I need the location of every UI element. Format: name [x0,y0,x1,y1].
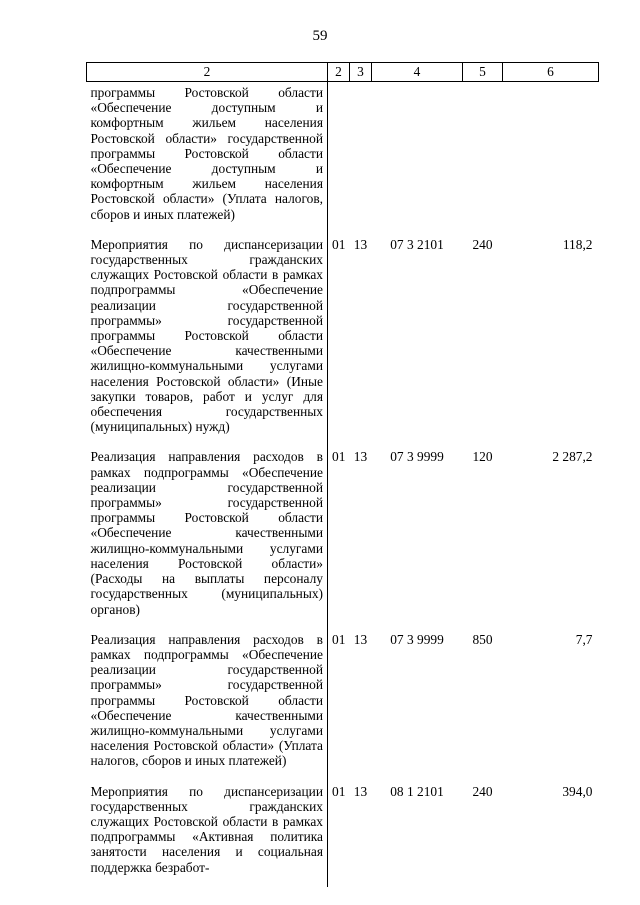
header-col-section: 2 [328,63,350,82]
row-target: 08 1 2101 [390,783,444,799]
row-name: Мероприятия по диспансеризации государственных гражданских служащих Ростовской области в рамках подпрограммы «Обеспечение реализации государственной программы» государственной программы Ростовской области «Обеспечение качественными жилищно-коммунальными услугами населения Ростовской области» (Иные закупки товаров, работ и услуг для обеспечения государственных (муниципальных) нужд) [90,236,323,435]
header-col-subsection: 3 [350,63,372,82]
table-row [87,781,599,887]
row-expense-type [463,82,503,234]
header-col-amount: 6 [503,63,599,82]
row-expense-type: 240 [472,783,493,799]
header-col-expense-type: 5 [463,63,503,82]
header-col-target: 4 [372,63,463,82]
row-amount: 118,2 [562,236,593,252]
row-name: Реализация направления расходов в рамках подпрограммы «Обеспечение реализации государственной программы» государственной программы Ростовской области «Обеспечение качественными жилищно-коммунальными услугами населения Ростовской области» (Расходы на выплаты персоналу государственных (муниципальных) органов) [90,449,323,617]
row-subsection: 13 [353,236,368,252]
row-expense-type: 240 [472,236,493,252]
row-section [328,82,350,234]
row-expense-type: 850 [472,631,493,647]
budget-table [86,62,599,887]
row-subsection [350,82,372,234]
table-row [87,446,599,628]
row-name: Реализация направления расходов в рамках подпрограммы «Обеспечение реализации государственной программы» государственной программы Ростовской области «Обеспечение качественными жилищно-коммунальными услугами населения Ростовской области» (Уплата налогов, сборов и иных платежей) [90,631,323,769]
row-target [372,82,463,234]
row-name: программы Ростовской области «Обеспечение доступным и комфортным жильем населения Ростовской области» государственной программы Ростовской области «Обеспечение доступным и комфортным жильем населения Ростовской области» (Уплата налогов, сборов и иных платежей) [90,85,323,222]
table-row [87,234,599,447]
row-section: 01 [328,781,350,887]
row-amount: 2 287,2 [552,449,593,465]
row-section: 01 [328,629,350,781]
table-row [87,629,599,781]
row-target: 07 3 2101 [390,236,444,252]
row-target: 07 3 9999 [390,631,444,647]
row-amount: 7,7 [575,631,593,647]
row-section: 01 [328,234,350,447]
header-row [87,63,599,82]
row-subsection: 13 [353,783,368,799]
row-expense-type: 120 [472,449,493,465]
row-target: 07 3 9999 [390,449,444,465]
row-subsection: 13 [353,449,368,465]
row-amount: 394,0 [562,783,593,799]
page-number: 59 [312,28,328,44]
row-section: 01 [328,446,350,628]
row-subsection: 13 [353,631,368,647]
header-col-name: 2 [87,63,328,82]
row-amount [503,82,599,234]
row-name: Мероприятия по диспансеризации государственных гражданских служащих Ростовской области в рамках подпрограммы «Активная политика занятости населения и социальная поддержка безработ- [90,783,323,875]
table-row [87,82,599,234]
